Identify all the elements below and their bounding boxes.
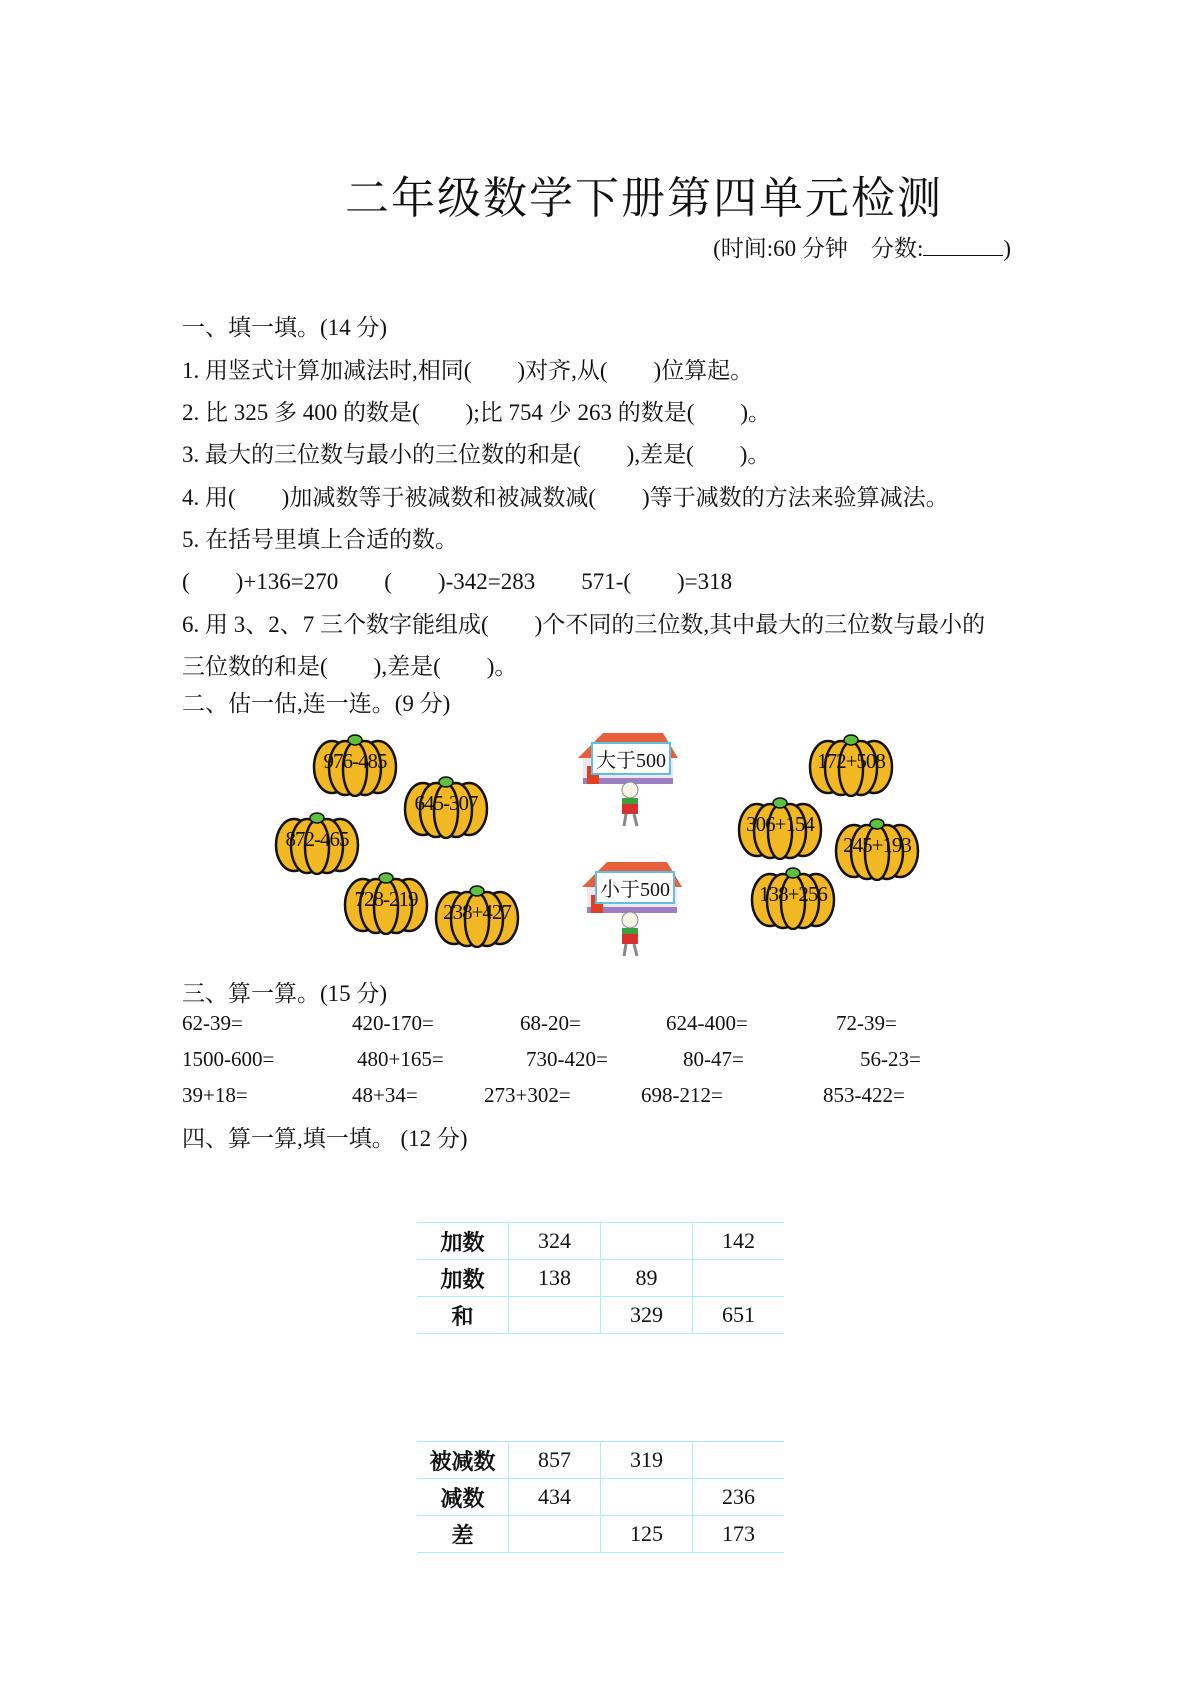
pumpkin-label: 238+427 [443, 900, 511, 924]
section2-heading: 二、估一估,连一连。(9 分) [182, 691, 451, 716]
row-label: 减数 [417, 1479, 509, 1516]
table-cell[interactable] [693, 1260, 785, 1297]
pumpkin-expression[interactable] [735, 794, 825, 860]
pumpkin-expression[interactable] [432, 882, 522, 948]
table-cell: 324 [509, 1223, 601, 1260]
exam-meta [713, 230, 1011, 263]
pumpkin-label: 172+508 [817, 749, 885, 773]
cat-icon [612, 910, 652, 958]
pumpkin-expression[interactable] [401, 773, 491, 839]
section3-heading: 三、算一算。(15 分) [182, 981, 388, 1006]
cat-icon [612, 780, 652, 828]
table-row [417, 1223, 784, 1260]
question-line: 三位数的和是( ),差是( )。 [182, 654, 518, 679]
calc-problem: 273+302= [484, 1083, 571, 1107]
house-greater-500[interactable] [573, 728, 683, 788]
table-cell: 319 [601, 1442, 693, 1479]
pumpkin-label: 306+154 [746, 812, 814, 836]
pumpkin-label: 872-465 [285, 827, 349, 851]
table-cell: 857 [509, 1442, 601, 1479]
row-label: 加数 [417, 1223, 509, 1260]
pumpkin-expression[interactable] [310, 731, 400, 797]
question-line: 2. 比 325 多 400 的数是( );比 754 少 263 的数是( )。 [182, 400, 772, 425]
calc-problem: 72-39= [836, 1011, 897, 1035]
score-label: 分数: [870, 236, 924, 261]
pumpkin-label: 728-219 [354, 887, 418, 911]
pumpkin-label: 976-485 [323, 749, 387, 773]
calc-problem: 624-400= [666, 1011, 748, 1035]
table-cell[interactable] [509, 1297, 601, 1334]
pumpkin-label: 138+256 [759, 882, 827, 906]
addition-table [417, 1222, 784, 1334]
pumpkin-expression[interactable] [272, 809, 362, 875]
section4-heading: 四、算一算,填一填。 (12 分) [182, 1126, 468, 1151]
pumpkin-label: 645-307 [414, 791, 478, 815]
table-cell: 236 [693, 1479, 785, 1516]
question-line: ( )+136=270 ( )-342=283 571-( )=318 [182, 569, 733, 594]
subtraction-table [417, 1441, 784, 1553]
meta-close: ) [1003, 236, 1011, 261]
calc-problem: 1500-600= [182, 1047, 275, 1071]
question-line: 1. 用竖式计算加减法时,相同( )对齐,从( )位算起。 [182, 358, 754, 383]
calc-problem: 698-212= [641, 1083, 723, 1107]
question-line: 6. 用 3、2、7 三个数字能组成( )个不同的三位数,其中最大的三位数与最小的 [182, 612, 986, 637]
table-row [417, 1442, 784, 1479]
house-less-500[interactable] [577, 857, 687, 917]
table-cell: 142 [693, 1223, 785, 1260]
calc-problem: 730-420= [526, 1047, 608, 1071]
table-row [417, 1516, 784, 1553]
table-cell: 138 [509, 1260, 601, 1297]
calc-problem: 62-39= [182, 1011, 243, 1035]
calc-problem: 56-23= [860, 1047, 921, 1071]
page-title: 二年级数学下册第四单元检测 [345, 173, 943, 224]
table-cell: 329 [601, 1297, 693, 1334]
calc-problem: 420-170= [352, 1011, 434, 1035]
calc-problem: 80-47= [683, 1047, 744, 1071]
row-label: 加数 [417, 1260, 509, 1297]
row-label: 和 [417, 1297, 509, 1334]
table-cell: 89 [601, 1260, 693, 1297]
table-cell[interactable] [601, 1479, 693, 1516]
question-line: 5. 在括号里填上合适的数。 [182, 527, 458, 552]
table-cell[interactable] [601, 1223, 693, 1260]
table-row [417, 1260, 784, 1297]
calc-problem: 39+18= [182, 1083, 248, 1107]
table-cell: 434 [509, 1479, 601, 1516]
table-row [417, 1479, 784, 1516]
row-label: 差 [417, 1516, 509, 1553]
table-cell[interactable] [509, 1516, 601, 1553]
pumpkin-expression[interactable] [832, 815, 922, 881]
table-cell[interactable] [693, 1442, 785, 1479]
house-label: 大于500 [591, 742, 671, 775]
calc-problem: 853-422= [823, 1083, 905, 1107]
table-cell: 173 [693, 1516, 785, 1553]
table-row [417, 1297, 784, 1334]
calc-problem: 68-20= [520, 1011, 581, 1035]
pumpkin-expression[interactable] [341, 869, 431, 935]
table-cell: 125 [601, 1516, 693, 1553]
calc-problem: 48+34= [352, 1083, 418, 1107]
section1-heading: 一、填一填。(14 分) [182, 315, 388, 340]
house-label: 小于500 [595, 871, 675, 904]
question-line: 3. 最大的三位数与最小的三位数的和是( ),差是( )。 [182, 442, 771, 467]
row-label: 被减数 [417, 1442, 509, 1479]
pumpkin-expression[interactable] [748, 864, 838, 930]
pumpkin-expression[interactable] [806, 731, 896, 797]
time-label: (时间:60 分钟 [713, 236, 848, 261]
pumpkin-label: 245+193 [843, 833, 911, 857]
question-line: 4. 用( )加减数等于被减数和被减数减( )等于减数的方法来验算减法。 [182, 485, 949, 510]
score-blank[interactable] [923, 235, 1003, 256]
table-cell: 651 [693, 1297, 785, 1334]
calc-problem: 480+165= [357, 1047, 444, 1071]
